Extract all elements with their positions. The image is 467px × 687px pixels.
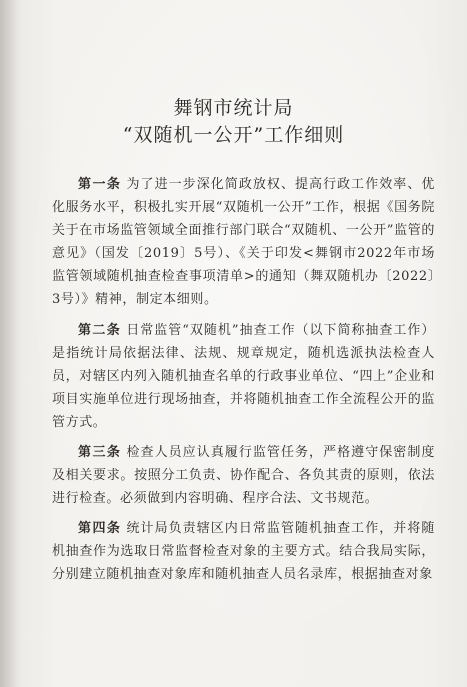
article-2-text: 日常监管“双随机”抽查工作（以下简称抽查工作）是指统计局依据法律、法规、规章规定，随机选派执法检查人员，对辖区内列入随机抽查名单的行政事业单位、“四上”企业和项目实施单位进行现场抽查，并将随机抽查工作全流程公开的监管方式。	[52, 323, 435, 430]
document-title-line2: “双随机一公开”工作细则	[122, 124, 345, 146]
article-4	[52, 517, 435, 586]
document-title-line1: 舞钢市统计局	[173, 97, 294, 119]
article-2-lead: 第二条	[78, 323, 122, 338]
article-1-text: 为了进一步深化简政放权、提高行政工作效率、优化服务水平，积极扎实开展“双随机一公开”工作，根据《国务院关于在市场监管领域全面推行部门联合“双随机、一公开”监管的意见》（国发〔2019〕5号）、《关于印发<舞钢市2022年市场监管领域随机抽查检查事项清单>的通知（舞双随机办〔2022〕3号）》精神，制定本细则。	[52, 177, 435, 307]
article-2	[52, 319, 435, 434]
article-3	[52, 441, 435, 510]
article-1	[52, 173, 435, 311]
article-4-lead: 第四条	[78, 521, 122, 536]
article-3-lead: 第三条	[78, 445, 122, 460]
article-1-lead: 第一条	[78, 177, 122, 192]
document-body	[52, 173, 435, 593]
article-4-text: 统计局负责辖区内日常监管随机抽查工作，并将随机抽查作为选取日常监督检查对象的主要方式。结合我局实际，分别建立随机抽查对象库和随机抽查人员名录库，根据抽查对象	[52, 521, 435, 582]
article-3-text: 检查人员应认真履行监管任务，严格遵守保密制度及相关要求。按照分工负责、协作配合、各负其责的原则，依法进行检查。必须做到内容明确、程序合法、文书规范。	[52, 445, 435, 506]
